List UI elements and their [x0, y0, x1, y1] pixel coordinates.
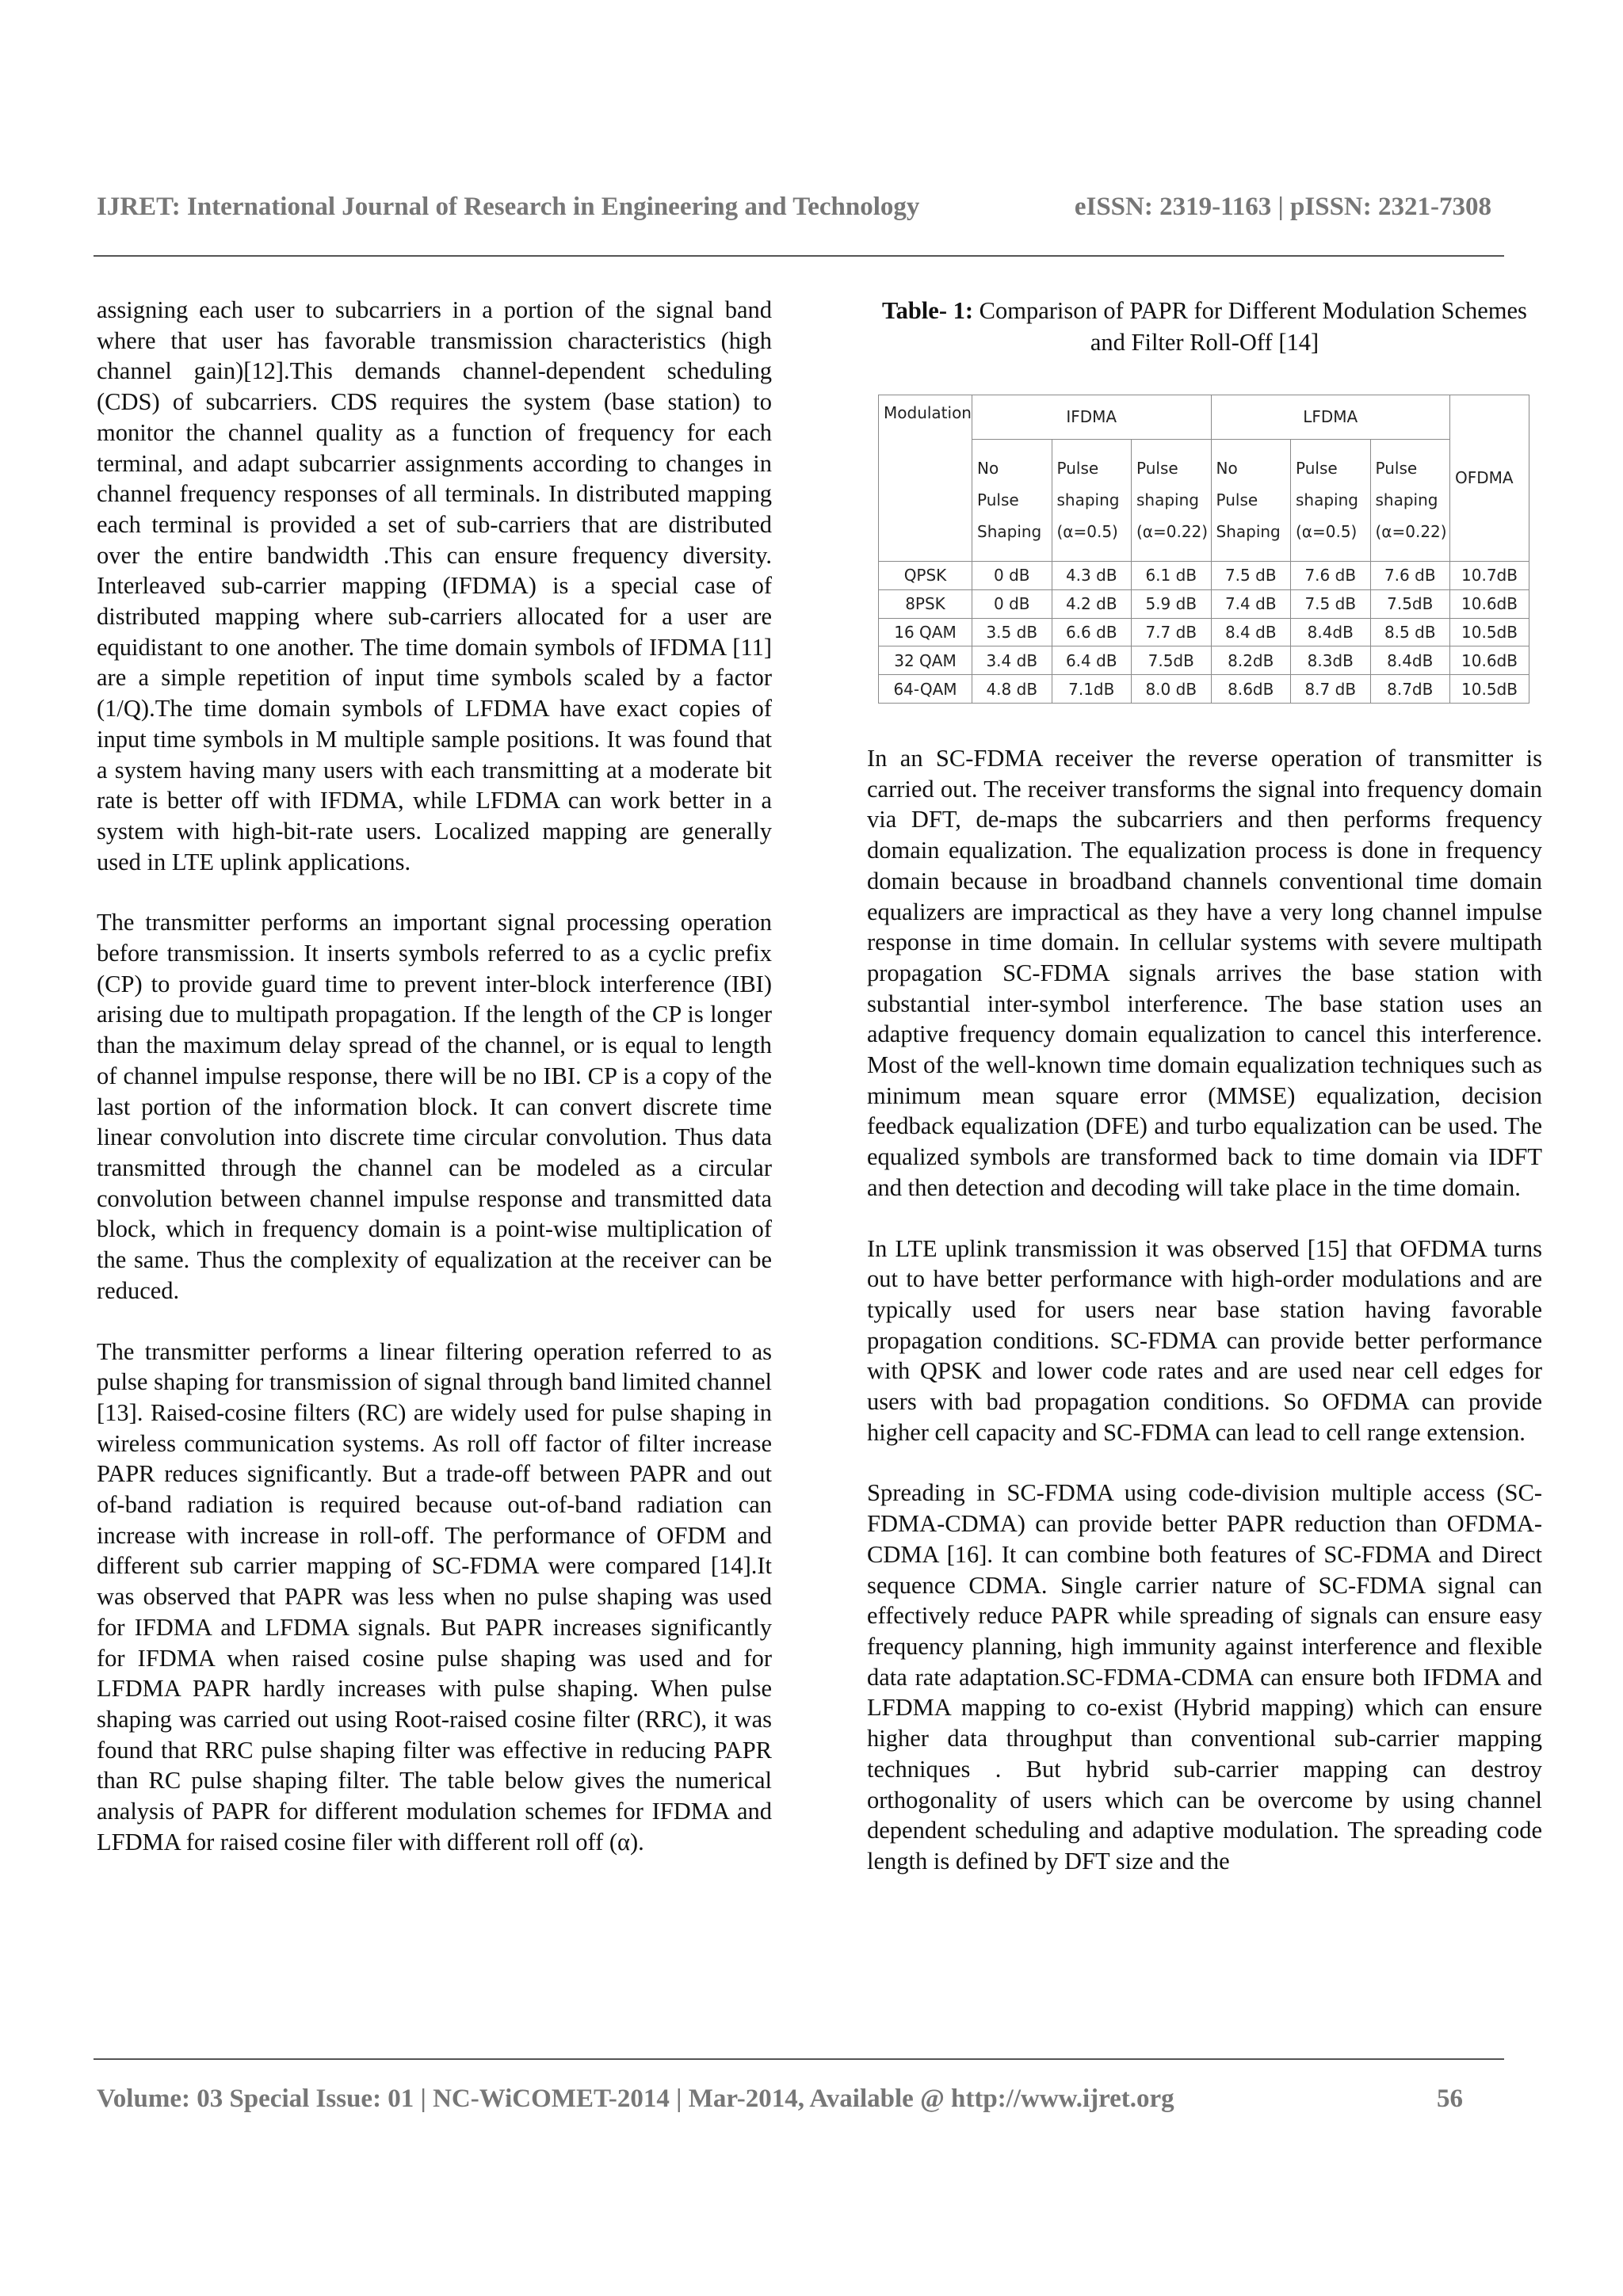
papr-table	[878, 395, 1529, 704]
subheader-cell: Pulse shaping (α=0.22)	[1370, 439, 1450, 561]
paragraph: Spreading in SC-FDMA using code-division multiple access (SC-FDMA-CDMA) can provide better PAPR reduction than OFDMA-CDMA [16]. It can combine both features of SC-FDMA and Direct sequence CDMA. Single carrier nature of SC-FDMA signal can effectively reduce PAPR while spreading of signals can ensure easy frequency planning, high immunity against interference and flexible data rate adaptation.SC-FDMA-CDMA can ensure both IFDMA and LFDMA mapping to co-exist (Hybrid mapping) which can ensure higher data throughput than conventional sub-carrier mapping techniques . But hybrid sub-carrier mapping can destroy orthogonality of users which can be overcome by using channel dependent scheduling and adaptive modulation. The spreading code length is defined by DFT size and the	[867, 1479, 1542, 1875]
table-row	[879, 646, 1529, 675]
table-cell: 7.1dB	[1052, 675, 1132, 704]
left-column	[97, 295, 772, 1887]
table-cell: 0 dB	[972, 561, 1052, 589]
page-number: 56	[1437, 2084, 1463, 2113]
table-cell: 10.6dB	[1450, 646, 1529, 675]
right-column	[867, 743, 1542, 1907]
table-cell: 7.4 dB	[1211, 589, 1291, 618]
table-cell: 8.7dB	[1370, 675, 1450, 704]
table-cell: 6.1 dB	[1132, 561, 1212, 589]
subheader-cell: No Pulse Shaping	[972, 439, 1052, 561]
paragraph: The transmitter performs a linear filtering operation referred to as pulse shaping for transmission of signal through band limited channel [13]. Raised-cosine filters (RC) are widely used for pulse shaping in wireless communication systems. As roll off factor of filter increase PAPR reduces significantly. But a trade-off between PAPR and out of-band radiation is required because out-of-band radiation can increase with increase in roll-off. The performance of OFDM and different sub carrier mapping of SC-FDMA were compared [14].It was observed that PAPR was less when no pulse shaping was used for IFDMA and LFDMA signals. But PAPR increases significantly for IFDMA when raised cosine pulse shaping was used and for LFDMA PAPR hardly increases with pulse shaping. When pulse shaping was carried out using Root-raised cosine filter (RRC), it was found that RRC pulse shaping filter was effective in reducing PAPR than RC pulse shaping filter. The table below gives the numerical analysis of PAPR for different modulation schemes for IFDMA and LFDMA for raised cosine filer with different roll off (α).	[97, 1337, 772, 1855]
table-cell: 5.9 dB	[1132, 589, 1212, 618]
table-cell: 10.5dB	[1450, 618, 1529, 646]
lfdma-header: LFDMA	[1211, 395, 1450, 440]
journal-header	[97, 193, 1491, 222]
issn-info: eISSN: 2319-1163 | pISSN: 2321-7308	[1074, 193, 1491, 221]
table-cell: 7.6 dB	[1291, 561, 1371, 589]
table-cell: 4.3 dB	[1052, 561, 1132, 589]
table-cell: QPSK	[879, 561, 972, 589]
table-row	[879, 561, 1529, 589]
table-cell: 4.2 dB	[1052, 589, 1132, 618]
table-cell: 16 QAM	[879, 618, 972, 646]
table-cell: 4.8 dB	[972, 675, 1052, 704]
table-cell: 8.5 dB	[1370, 618, 1450, 646]
table-cell: 7.5 dB	[1211, 561, 1291, 589]
paragraph: In an SC-FDMA receiver the reverse operation of transmitter is carried out. The receiver transforms the signal into frequency domain via DFT, de-maps the subcarriers and then performs frequency domain equalization. The equalization process is done in frequency domain because in broadband channels conventional time domain equalizers are impractical as they have a very long channel impulse response in time domain. In cellular systems with severe multipath propagation SC-FDMA signals arrives the base station with substantial inter-symbol interference. The base station uses an adaptive frequency domain equalization to cancel this interference. Most of the well-known time domain equalization techniques such as minimum mean square error (MMSE) equalization, decision feedback equalization (DFE) and turbo equalization can be used. The equalized symbols are transformed back to time domain via IDFT and then detection and decoding will take place in the time domain.	[867, 745, 1542, 1201]
table-cell: 8.2dB	[1211, 646, 1291, 675]
subheader-cell: Pulse shaping (α=0.22)	[1132, 439, 1212, 561]
footer-rule	[94, 2058, 1504, 2060]
table-cell: 7.5dB	[1132, 646, 1212, 675]
table-cell: 3.4 dB	[972, 646, 1052, 675]
table-cell: 8.0 dB	[1132, 675, 1212, 704]
table-row	[879, 589, 1529, 618]
table-caption-label: Table- 1:	[882, 297, 974, 324]
table-cell: 10.7dB	[1450, 561, 1529, 589]
table-cell: 7.7 dB	[1132, 618, 1212, 646]
table-cell: 10.6dB	[1450, 589, 1529, 618]
subheader-cell: No Pulse Shaping	[1211, 439, 1291, 561]
table-cell: 7.6 dB	[1370, 561, 1450, 589]
ofdma-header: OFDMA	[1450, 395, 1529, 562]
papr-table-wrap	[878, 395, 1529, 704]
table-cell: 8.6dB	[1211, 675, 1291, 704]
table-cell: 3.5 dB	[972, 618, 1052, 646]
table-row	[879, 618, 1529, 646]
table-cell: 8.4 dB	[1211, 618, 1291, 646]
table-caption	[867, 295, 1542, 358]
table-cell: 6.4 dB	[1052, 646, 1132, 675]
ifdma-header: IFDMA	[972, 395, 1212, 440]
table-cell: 7.5dB	[1370, 589, 1450, 618]
table-cell: 32 QAM	[879, 646, 972, 675]
table-cell: 8PSK	[879, 589, 972, 618]
table-cell: 8.7 dB	[1291, 675, 1371, 704]
table-cell: 7.5 dB	[1291, 589, 1371, 618]
journal-title: IJRET: International Journal of Research in Engineering and Technology	[97, 193, 920, 221]
subheader-cell: Pulse shaping (α=0.5)	[1052, 439, 1132, 561]
paragraph: In LTE uplink transmission it was observed [15] that OFDMA turns out to have better performance with high-order modulations and are typically used for users near base station having favorable propagation conditions. SC-FDMA can provide better performance with QPSK and lower code rates and are used near cell edges for users with bad propagation conditions. So OFDMA can provide higher cell capacity and SC-FDMA can lead to cell range extension.	[867, 1234, 1542, 1446]
paragraph: assigning each user to subcarriers in a portion of the signal band where that user has favorable transmission characteristics (high channel gain)[12].This demands channel-dependent scheduling (CDS) of subcarriers. CDS requires the system (base station) to monitor the channel quality as a function of frequency for each terminal, and adapt subcarrier assignments according to changes in channel frequency responses of all terminals. In distributed mapping each terminal is provided a set of sub-carriers that are distributed over the entire bandwidth .This can ensure frequency diversity. Interleaved sub-carrier mapping (IFDMA) is a special case of distributed mapping where sub-carriers allocated for a user are equidistant to one another. The time domain symbols of IFDMA [11] are a simple repetition of input time symbols scaled by a factor (1/Q).The time domain symbols of LFDMA have exact copies of input time symbols in M multiple sample positions. It was found that a system having many users with each transmitting at a moderate bit rate is better off with IFDMA, while LFDMA can work better in a system with high-bit-rate users. Localized mapping are generally used in LTE uplink applications.	[97, 296, 772, 875]
paragraph: The transmitter performs an important signal processing operation before transmission. It inserts symbols referred to as a cyclic prefix (CP) to provide guard time to prevent inter-block interference (IBI) arising due to multipath propagation. If the length of the CP is longer than the maximum delay spread of the channel, or is equal to length of channel impulse response, there will be no IBI. CP is a copy of the last portion of the information block. It can convert discrete time linear convolution into discrete time circular convolution. Thus data transmitted through the channel can be modeled as a circular convolution between channel impulse response and transmitted data block, which in frequency domain is a point-wise multiplication of the same. Thus the complexity of equalization at the receiver can be reduced.	[97, 909, 772, 1304]
table-cell: 8.3dB	[1291, 646, 1371, 675]
subheader-cell: Pulse shaping (α=0.5)	[1291, 439, 1371, 561]
table-caption-text: Comparison of PAPR for Different Modulation Schemes and Filter Roll-Off [14]	[979, 297, 1527, 356]
header-rule	[94, 255, 1504, 257]
journal-footer	[97, 2084, 1491, 2114]
table-row	[879, 675, 1529, 704]
volume-info: Volume: 03 Special Issue: 01 | NC-WiCOMET-2014 | Mar-2014, Available @ http://www.ijret.org	[97, 2084, 1174, 2113]
table-cell: 6.6 dB	[1052, 618, 1132, 646]
table-cell: 64-QAM	[879, 675, 972, 704]
table-cell: 0 dB	[972, 589, 1052, 618]
table-cell: 10.5dB	[1450, 675, 1529, 704]
table-cell: 8.4dB	[1291, 618, 1371, 646]
modulation-header: Modulation	[879, 395, 972, 562]
table-cell: 8.4dB	[1370, 646, 1450, 675]
